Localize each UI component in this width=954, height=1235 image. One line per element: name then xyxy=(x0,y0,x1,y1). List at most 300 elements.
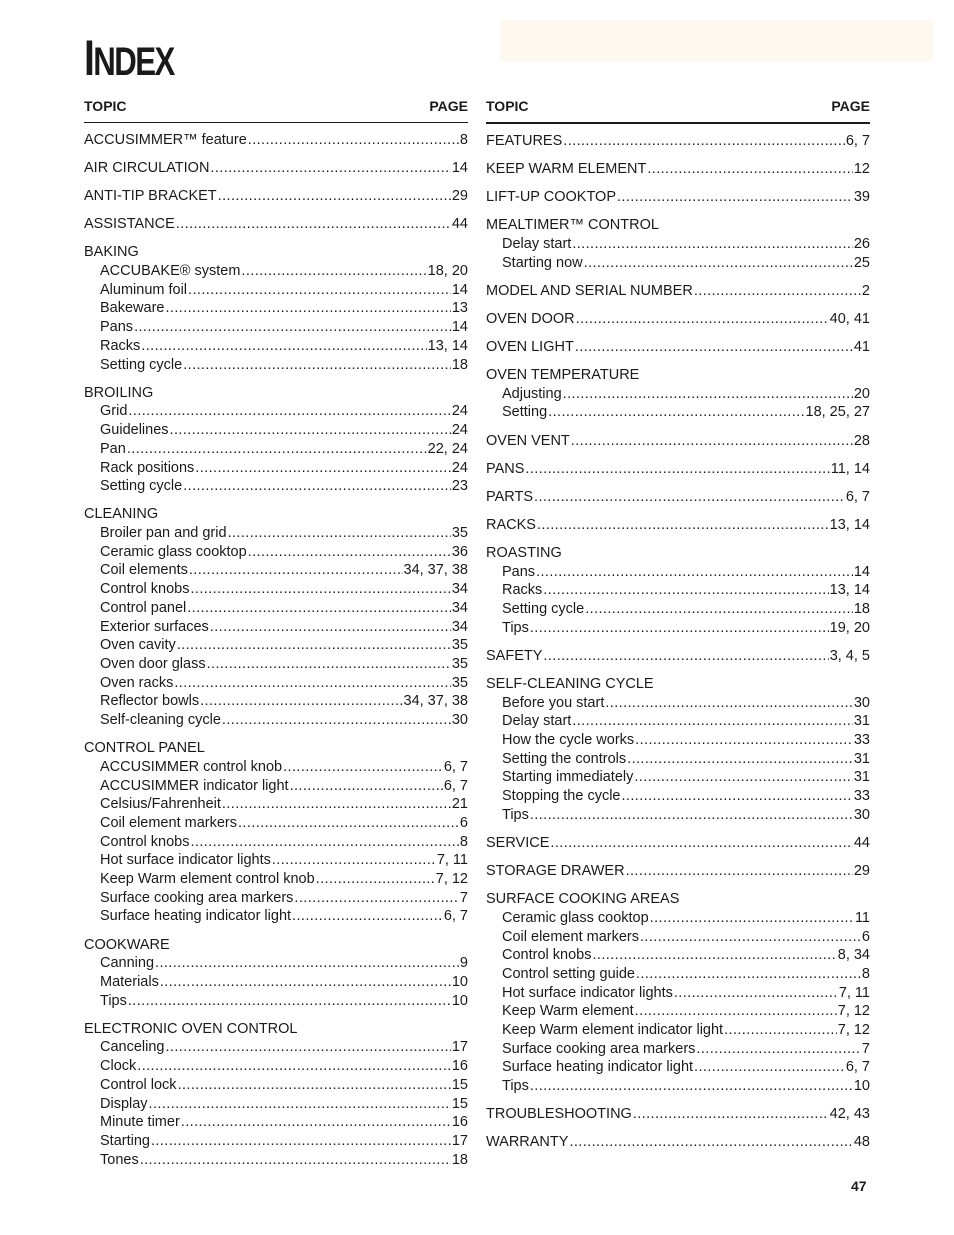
dot-leader xyxy=(178,1076,451,1095)
index-subentry xyxy=(486,1040,870,1059)
dot-leader xyxy=(584,254,853,273)
index-entry xyxy=(486,160,870,179)
page-number: 47 xyxy=(851,1178,867,1194)
group-heading: SURFACE COOKING AREAS xyxy=(486,891,680,908)
entry-topic: Exterior surfaces xyxy=(100,618,209,635)
dot-leader xyxy=(585,600,853,619)
entry-page: 18, 20 xyxy=(427,263,468,280)
dot-leader xyxy=(222,795,451,814)
entry-page: 2 xyxy=(861,282,870,299)
entry-page: 6 xyxy=(861,928,870,945)
entry-page: 16 xyxy=(451,1114,468,1131)
index-entry xyxy=(486,432,870,451)
entry-topic: Reflector bowls xyxy=(100,693,200,710)
index-entry xyxy=(84,131,468,150)
entry-topic: Coil element markers xyxy=(502,928,639,945)
dot-leader xyxy=(218,187,451,206)
entry-page: 8 xyxy=(459,132,468,148)
index-group xyxy=(486,460,870,479)
entry-page: 31 xyxy=(853,750,870,767)
dot-leader xyxy=(572,712,853,731)
index-subentry xyxy=(486,235,870,254)
index-subentry xyxy=(84,580,468,599)
entry-topic: ASSISTANCE xyxy=(84,216,175,233)
index-entry xyxy=(486,647,870,666)
entry-topic: Delay start xyxy=(502,713,572,730)
index-subentry xyxy=(486,694,870,713)
entry-page: 44 xyxy=(853,834,870,851)
topic-header: TOPIC xyxy=(84,98,127,114)
index-subentry xyxy=(486,1021,870,1040)
dot-leader xyxy=(290,777,443,796)
entry-topic: Pans xyxy=(100,319,134,336)
index-subentry xyxy=(486,712,870,731)
index-group xyxy=(486,188,870,207)
entry-page: 20 xyxy=(853,385,870,402)
entry-page: 15 xyxy=(451,1076,468,1093)
entry-topic: Setting cycle xyxy=(100,478,183,495)
index-entry xyxy=(486,188,870,207)
entry-page: 8 xyxy=(459,833,468,850)
dot-leader xyxy=(195,459,451,478)
entry-page: 12 xyxy=(853,161,870,178)
entry-topic: Surface cooking area markers xyxy=(100,889,294,906)
index-group xyxy=(486,282,870,301)
dot-leader xyxy=(534,488,845,507)
index-group xyxy=(486,132,870,151)
entry-topic: OVEN LIGHT xyxy=(486,338,574,355)
index-subentry xyxy=(84,889,468,908)
dot-leader xyxy=(210,618,451,637)
index-subentry xyxy=(84,992,468,1011)
index-group xyxy=(486,216,870,272)
index-entry xyxy=(486,310,870,329)
dot-leader xyxy=(617,188,853,207)
index-entry xyxy=(486,834,870,853)
index-entry xyxy=(84,215,468,234)
dot-leader xyxy=(633,1105,829,1124)
index-subentry xyxy=(486,806,870,825)
dot-leader xyxy=(134,318,451,337)
dot-leader xyxy=(141,337,426,356)
dot-leader xyxy=(572,235,853,254)
dot-leader xyxy=(635,1002,837,1021)
dot-leader xyxy=(155,954,459,973)
entry-page: 10 xyxy=(451,992,468,1009)
index-group xyxy=(84,243,468,374)
entry-page: 7, 12 xyxy=(435,871,468,888)
index-subentry xyxy=(486,1058,870,1077)
index-subentry xyxy=(486,563,870,582)
entry-page: 22, 24 xyxy=(427,440,468,457)
index-subentry xyxy=(84,599,468,618)
entry-topic: Keep Warm element control knob xyxy=(100,871,315,888)
dot-leader xyxy=(694,1058,845,1077)
index-subentry xyxy=(84,318,468,337)
entry-topic: Hot surface indicator lights xyxy=(502,984,673,1001)
index-subentry xyxy=(486,385,870,404)
dot-leader xyxy=(190,580,450,599)
index-subentry xyxy=(84,851,468,870)
index-subentry xyxy=(84,777,468,796)
entry-page: 13, 14 xyxy=(829,582,870,599)
dot-leader xyxy=(241,262,426,281)
dot-leader xyxy=(200,692,402,711)
entry-topic: Ceramic glass cooktop xyxy=(502,909,649,926)
dot-leader xyxy=(696,1040,861,1059)
entry-page: 29 xyxy=(853,863,870,880)
dot-leader xyxy=(283,758,443,777)
dot-leader xyxy=(674,984,838,1003)
index-subentry xyxy=(84,973,468,992)
entry-topic: Pans xyxy=(502,563,536,580)
dot-leader xyxy=(238,814,459,833)
entry-page: 7 xyxy=(459,889,468,906)
index-group xyxy=(486,488,870,507)
index-subentry xyxy=(84,833,468,852)
entry-topic: MODEL AND SERIAL NUMBER xyxy=(486,282,693,299)
dot-leader xyxy=(272,851,436,870)
index-group xyxy=(486,310,870,329)
entry-topic: Grid xyxy=(100,403,128,420)
index-subentry xyxy=(84,954,468,973)
entry-page: 33 xyxy=(853,732,870,749)
entry-page: 36 xyxy=(451,543,468,560)
index-subentry xyxy=(84,1038,468,1057)
dot-leader xyxy=(635,731,853,750)
dot-leader xyxy=(181,1113,451,1132)
entry-topic: Tips xyxy=(502,806,529,823)
index-subentry xyxy=(84,440,468,459)
entry-topic: Setting cycle xyxy=(502,601,585,618)
dot-leader xyxy=(187,599,451,618)
index-subentry xyxy=(486,254,870,273)
page-header: PAGE xyxy=(831,98,870,114)
dot-leader xyxy=(294,889,459,908)
entry-page: 7, 12 xyxy=(837,1003,870,1020)
entry-topic: Pan xyxy=(100,440,126,457)
page-header: PAGE xyxy=(429,98,468,114)
entry-topic: Tips xyxy=(100,992,127,1009)
entry-topic: AIR CIRCULATION xyxy=(84,160,210,177)
entry-page: 17 xyxy=(451,1039,468,1056)
index-subentry xyxy=(84,421,468,440)
entry-page: 41 xyxy=(853,338,870,355)
dot-leader xyxy=(543,581,828,600)
entry-topic: Control knobs xyxy=(100,581,190,598)
dot-leader xyxy=(563,385,853,404)
entry-topic: Before you start xyxy=(502,694,605,711)
entry-page: 24 xyxy=(451,422,468,439)
dot-leader xyxy=(207,655,451,674)
entry-page: 26 xyxy=(853,235,870,252)
dot-leader xyxy=(248,543,451,562)
entry-page: 15 xyxy=(451,1095,468,1112)
dot-leader xyxy=(190,833,458,852)
header-band xyxy=(500,20,933,62)
entry-page: 21 xyxy=(451,796,468,813)
entry-topic: WARRANTY xyxy=(486,1134,569,1151)
index-group xyxy=(84,739,468,926)
index-column-right xyxy=(486,96,870,1161)
entry-topic: Surface cooking area markers xyxy=(502,1040,696,1057)
entry-topic: PARTS xyxy=(486,488,534,505)
entry-topic: TROUBLESHOOTING xyxy=(486,1106,632,1123)
entry-topic: Control setting guide xyxy=(502,965,635,982)
entry-page: 42, 43 xyxy=(829,1106,870,1123)
entry-page: 10 xyxy=(853,1078,870,1095)
dot-leader xyxy=(183,477,451,496)
group-heading: ROASTING xyxy=(486,544,562,561)
entry-page: 14 xyxy=(451,281,468,298)
entry-topic: Canning xyxy=(100,955,155,972)
dot-leader xyxy=(636,965,861,984)
entry-page: 11, 14 xyxy=(830,460,870,477)
dot-leader xyxy=(563,132,845,151)
index-subentry xyxy=(486,600,870,619)
entry-topic: KEEP WARM ELEMENT xyxy=(486,161,647,178)
index-subentry xyxy=(84,1095,468,1114)
entry-page: 14 xyxy=(451,160,468,177)
entry-page: 7, 11 xyxy=(436,852,468,869)
entry-topic: RACKS xyxy=(486,516,536,533)
index-subentry xyxy=(486,581,870,600)
entry-topic: ACCUSIMMER™ feature xyxy=(84,132,247,148)
dot-leader xyxy=(183,356,451,375)
entry-page: 33 xyxy=(853,788,870,805)
entry-page: 3, 4, 5 xyxy=(829,647,870,664)
entry-page: 28 xyxy=(853,432,870,449)
page-title xyxy=(84,28,174,92)
entry-page: 10 xyxy=(451,973,468,990)
entry-topic: SERVICE xyxy=(486,834,550,851)
entry-topic: OVEN VENT xyxy=(486,432,570,449)
index-subentry xyxy=(84,655,468,674)
group-heading: CONTROL PANEL xyxy=(84,740,205,757)
entry-topic: Oven racks xyxy=(100,674,174,691)
entry-topic: Tips xyxy=(502,619,529,636)
dot-leader xyxy=(228,524,451,543)
group-heading: MEALTIMER™ CONTROL xyxy=(486,217,659,234)
entry-page: 6, 7 xyxy=(443,758,468,775)
dot-leader xyxy=(576,310,829,329)
dot-leader xyxy=(525,460,829,479)
entry-topic: How the cycle works xyxy=(502,732,635,749)
entry-page: 13, 14 xyxy=(829,516,870,533)
dot-leader xyxy=(536,563,853,582)
entry-page: 11 xyxy=(854,909,870,926)
index-entry xyxy=(486,132,870,151)
entry-page: 8, 34 xyxy=(837,947,870,964)
index-subentry xyxy=(84,870,468,889)
index-subentry xyxy=(84,337,468,356)
dot-leader xyxy=(650,909,854,928)
dot-leader xyxy=(592,946,836,965)
entry-page: 35 xyxy=(451,674,468,691)
entry-page: 7, 11 xyxy=(838,984,870,1001)
index-subentry xyxy=(84,402,468,421)
index-subentry xyxy=(84,1132,468,1151)
entry-topic: Control panel xyxy=(100,599,187,616)
index-subentry xyxy=(486,750,870,769)
index-subentry xyxy=(486,403,870,422)
column-header xyxy=(84,96,468,123)
entry-page: 6, 7 xyxy=(845,488,870,505)
page-title-initial: I xyxy=(84,30,94,86)
entry-page: 25 xyxy=(853,254,870,271)
group-heading: ELECTRONIC OVEN CONTROL xyxy=(84,1020,298,1037)
entry-page: 35 xyxy=(451,637,468,654)
entry-page: 14 xyxy=(451,319,468,336)
index-entry xyxy=(486,862,870,881)
index-group xyxy=(84,159,468,178)
index-entries-right xyxy=(486,132,870,1152)
index-subentry xyxy=(84,795,468,814)
entry-page: 17 xyxy=(451,1132,468,1149)
index-subentry xyxy=(84,1113,468,1132)
dot-leader xyxy=(170,421,451,440)
entry-topic: Starting xyxy=(100,1132,150,1149)
entry-topic: Adjusting xyxy=(502,385,562,402)
page-title-rest: NDEX xyxy=(93,40,174,84)
entry-page: 30 xyxy=(853,806,870,823)
entry-page: 6, 7 xyxy=(845,133,870,149)
dot-leader xyxy=(128,402,450,421)
entry-topic: Control knobs xyxy=(100,833,190,850)
entry-topic: Guidelines xyxy=(100,422,169,439)
entry-topic: Control knobs xyxy=(502,947,592,964)
entry-page: 34 xyxy=(451,599,468,616)
index-group xyxy=(84,936,468,1011)
entry-topic: Setting the controls xyxy=(502,750,627,767)
entry-topic: PANS xyxy=(486,460,525,477)
dot-leader xyxy=(176,215,451,234)
dot-leader xyxy=(530,619,829,638)
entry-page: 24 xyxy=(451,403,468,420)
entry-page: 7 xyxy=(861,1040,870,1057)
index-subentry xyxy=(84,711,468,730)
dot-leader xyxy=(166,1038,451,1057)
entry-topic: Keep Warm element indicator light xyxy=(502,1022,724,1039)
index-group xyxy=(84,1020,468,1170)
dot-leader xyxy=(548,403,804,422)
dot-leader xyxy=(571,432,853,451)
index-group xyxy=(486,647,870,666)
group-heading: CLEANING xyxy=(84,506,159,523)
entry-topic: Rack positions xyxy=(100,459,195,476)
entry-topic: Display xyxy=(100,1095,148,1112)
entry-page: 13 xyxy=(451,300,468,317)
entry-page: 7, 12 xyxy=(837,1022,870,1039)
dot-leader xyxy=(605,694,853,713)
index-subentry xyxy=(84,561,468,580)
entry-page: 18 xyxy=(853,601,870,618)
entry-topic: Aluminum foil xyxy=(100,281,188,298)
index-entry xyxy=(486,516,870,535)
entry-topic: Celsius/Fahrenheit xyxy=(100,796,221,813)
entry-topic: Oven door glass xyxy=(100,655,206,672)
entry-topic: Racks xyxy=(100,337,141,354)
index-subentry xyxy=(84,524,468,543)
entry-page: 14 xyxy=(853,563,870,580)
dot-leader xyxy=(627,750,853,769)
group-heading: OVEN TEMPERATURE xyxy=(486,367,640,384)
index-group xyxy=(486,338,870,357)
index-subentry xyxy=(486,965,870,984)
entry-page: 35 xyxy=(451,525,468,541)
entry-page: 8 xyxy=(861,965,870,982)
dot-leader xyxy=(177,636,451,655)
entry-page: 31 xyxy=(853,713,870,730)
entry-page: 34, 37, 38 xyxy=(403,693,468,710)
index-group xyxy=(84,215,468,234)
index-entry xyxy=(486,282,870,301)
dot-leader xyxy=(292,907,443,926)
entry-topic: Surface heating indicator light xyxy=(502,1059,694,1076)
index-subentry xyxy=(486,1002,870,1021)
dot-leader xyxy=(626,862,853,881)
entry-page: 35 xyxy=(451,655,468,672)
entry-page: 30 xyxy=(853,694,870,711)
index-entry xyxy=(486,488,870,507)
index-subentry xyxy=(84,1151,468,1170)
entry-topic: Racks xyxy=(502,582,543,599)
index-column-left xyxy=(84,96,468,1179)
entry-topic: Clock xyxy=(100,1058,137,1075)
dot-leader xyxy=(537,516,829,535)
dot-leader xyxy=(174,674,451,693)
entry-topic: Tips xyxy=(502,1078,529,1095)
index-group xyxy=(486,862,870,881)
entry-page: 24 xyxy=(451,459,468,476)
entry-page: 29 xyxy=(451,188,468,205)
dot-leader xyxy=(160,973,451,992)
entry-topic: ACCUSIMMER indicator light xyxy=(100,777,289,794)
index-subentry xyxy=(84,281,468,300)
entry-page: 13, 14 xyxy=(427,337,468,354)
index-subentry xyxy=(84,814,468,833)
index-subentry xyxy=(84,758,468,777)
entry-page: 6, 7 xyxy=(443,908,468,925)
entry-topic: OVEN DOOR xyxy=(486,310,575,327)
index-subentry xyxy=(486,787,870,806)
entry-page: 44 xyxy=(451,216,468,233)
index-subentry xyxy=(486,731,870,750)
index-subentry xyxy=(486,946,870,965)
entry-topic: Canceling xyxy=(100,1039,165,1056)
dot-leader xyxy=(210,159,450,178)
dot-leader xyxy=(189,561,403,580)
index-group xyxy=(486,890,870,1096)
entry-topic: Broiler pan and grid xyxy=(100,525,227,541)
dot-leader xyxy=(127,440,427,459)
entry-topic: Hot surface indicator lights xyxy=(100,852,271,869)
dot-leader xyxy=(640,928,861,947)
index-group xyxy=(84,187,468,206)
entry-topic: Bakeware xyxy=(100,300,165,317)
index-group xyxy=(84,131,468,150)
index-subentry xyxy=(486,619,870,638)
entry-topic: Keep Warm element xyxy=(502,1003,634,1020)
column-header xyxy=(486,96,870,124)
index-subentry xyxy=(84,262,468,281)
entry-topic: Tones xyxy=(100,1151,139,1168)
entry-page: 6, 7 xyxy=(845,1059,870,1076)
dot-leader xyxy=(724,1021,837,1040)
group-heading: BROILING xyxy=(84,384,154,401)
index-subentry xyxy=(84,477,468,496)
index-subentry xyxy=(84,1076,468,1095)
